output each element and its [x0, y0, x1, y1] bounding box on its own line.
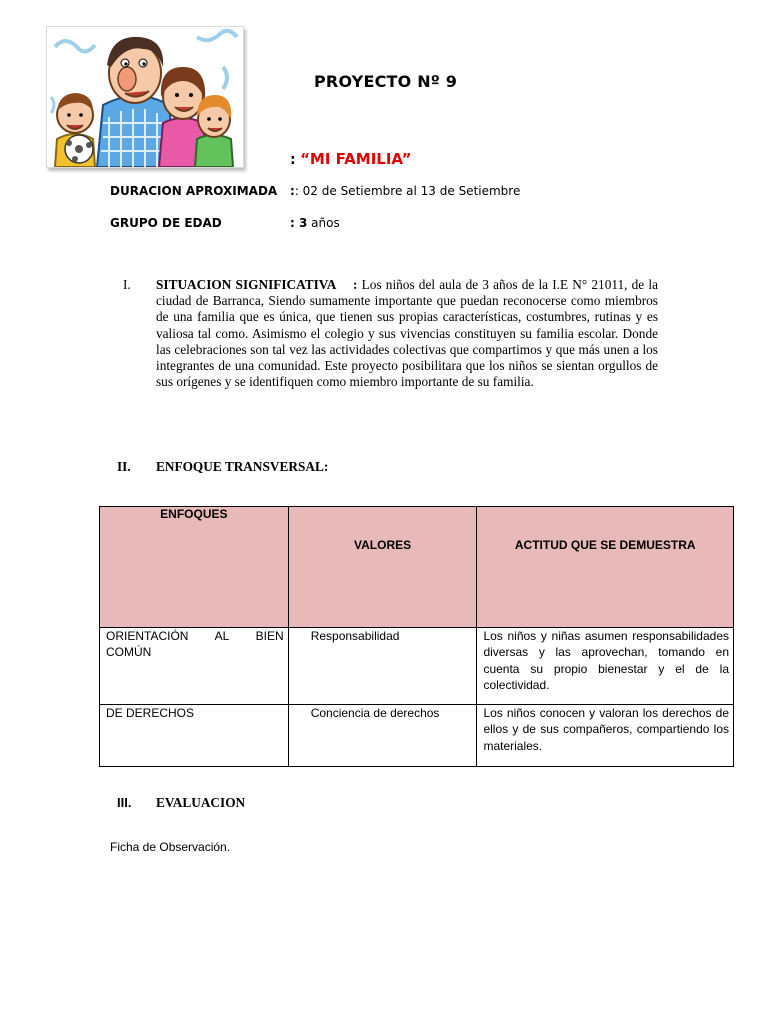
section1-paragraph	[156, 277, 658, 390]
duration-label: DURACION APROXIMADA	[110, 184, 278, 198]
table-cell-enfoque	[100, 628, 289, 705]
page-title: PROYECTO Nº 9	[314, 72, 458, 91]
age-label: GRUPO DE EDAD	[110, 216, 222, 230]
family-illustration	[46, 26, 244, 168]
enfoques-table	[99, 506, 734, 767]
table-header-row	[100, 507, 734, 628]
age-number: 3	[298, 216, 308, 230]
age-suffix: años	[307, 216, 340, 230]
family-cartoon-icon	[47, 27, 243, 167]
project-name	[290, 150, 412, 168]
section2-heading: ENFOQUE TRANSVERSAL:	[156, 459, 329, 474]
duration-value-text: : 02 de Setiembre al 13 de Setiembre	[294, 184, 521, 198]
table-cell-text: ORIENTACIÓN AL BIEN COMÚN	[106, 629, 284, 660]
table-cell-text: Responsabilidad	[310, 629, 400, 643]
section3-heading: EVALUACION	[156, 795, 246, 810]
table-header-actitud: ACTITUD QUE SE DEMUESTRA	[477, 507, 734, 628]
section1-number: I.	[123, 277, 131, 292]
table-row	[100, 705, 734, 767]
section3-text: Ficha de Observación.	[110, 840, 231, 854]
section2-number: II.	[117, 459, 131, 474]
section1-colon: :	[353, 277, 358, 292]
age-value	[290, 216, 340, 230]
section1-heading: SITUACION SIGNIFICATIVA	[156, 277, 337, 292]
duration-value: :: 02 de Setiembre al 13 de Setiembre	[290, 184, 521, 198]
table-cell-text: Los niños conocen y valoran los derechos de ellos y de sus compañeros, compartiendo los materiales.	[483, 706, 729, 753]
age-prefix: :	[290, 216, 299, 230]
table-cell-valor	[288, 628, 477, 705]
table-header-enfoques: ENFOQUES	[100, 507, 289, 628]
table-cell-text: Los niños y niñas asumen responsabilidades diversas y las aprovechan, tomando en cuenta su propio bienestar y el de la colectividad.	[483, 629, 729, 692]
table-row	[100, 628, 734, 705]
table-cell-valor	[288, 705, 477, 767]
table-cell-text: DE DERECHOS	[106, 706, 195, 720]
section3-number: III.	[117, 795, 132, 810]
section1-text: Los niños del aula de 3 años de la I.E N° 21011, de la ciudad de Barranca, Siendo sumamente importante que puedan reconocerse como miembros de una familia que es única, que tienen sus propias características, costumbres, rutinas y es valiosa tal como. Asimismo el colegio y sus vivencias constituyen su familia escolar. Donde las celebraciones son tal vez las actividades colectivas que compartimos y que más unen a los integrantes de una comunidad. Este proyecto posibilitara que los niños se sientan orgullos de sus orígenes y se identifiquen como miembro importante de su familia.	[156, 277, 658, 390]
table-header-valores: VALORES	[288, 507, 477, 628]
table-cell-actitud	[477, 705, 734, 767]
table-cell-enfoque	[100, 705, 289, 767]
table-cell-actitud	[477, 628, 734, 705]
table-cell-text: Conciencia de derechos	[310, 706, 440, 720]
project-name-text: “MI FAMILIA”	[300, 150, 412, 168]
project-name-prefix: :	[290, 152, 296, 168]
